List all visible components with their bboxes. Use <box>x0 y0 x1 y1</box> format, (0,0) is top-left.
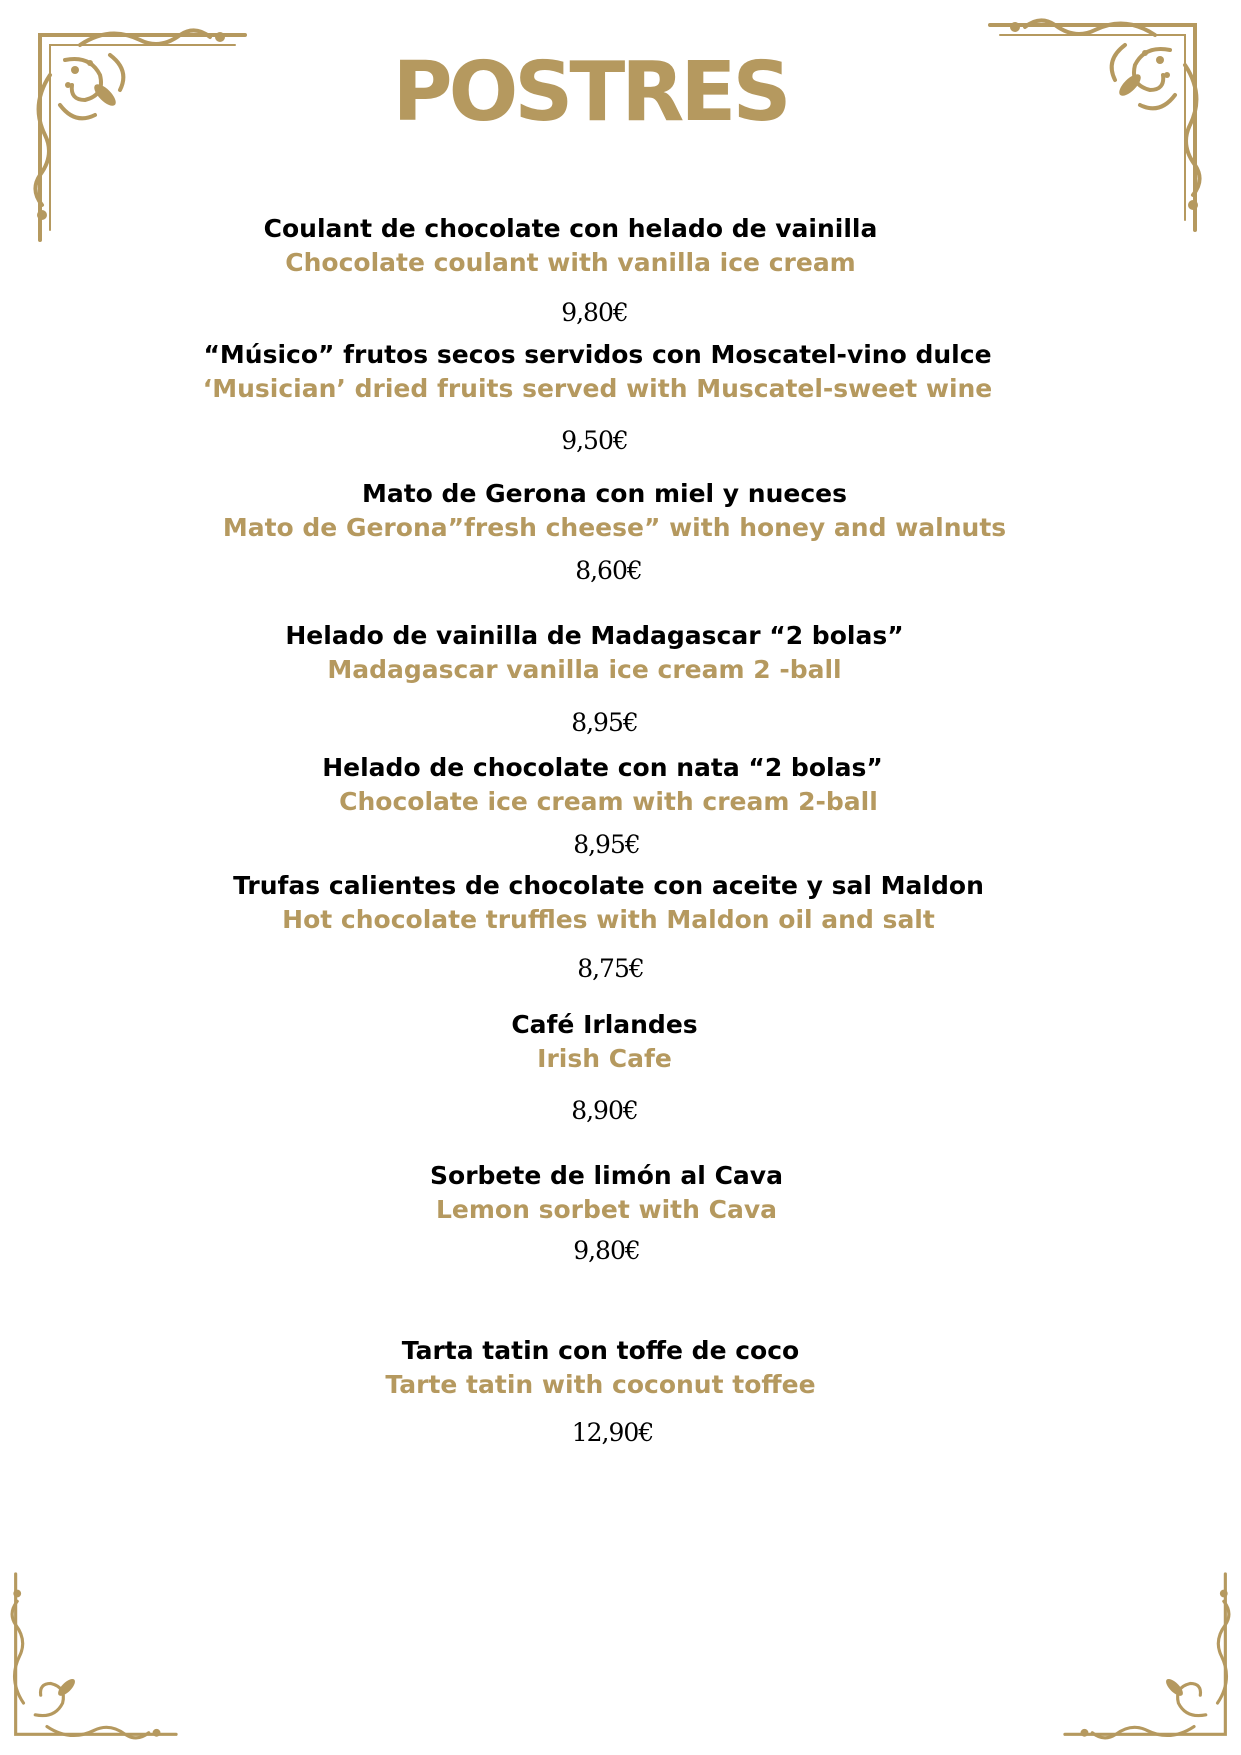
ornament-bottom-right-icon <box>1061 1570 1241 1750</box>
dish-name-en: Tarte tatin with coconut toffee <box>385 1370 816 1399</box>
dish-price: 12,90€ <box>571 1418 654 1447</box>
dish-price: 9,80€ <box>561 298 628 327</box>
dish-name-es: Coulant de chocolate con helado de vainilla <box>263 214 878 243</box>
dish-name-en: Irish Cafe <box>537 1044 672 1073</box>
dish-price: 9,50€ <box>561 426 628 455</box>
dish-name-en: Mato de Gerona”fresh cheese” with honey and walnuts <box>222 513 1007 542</box>
dish-name-es: “Músico” frutos secos servidos con Moscatel-vino dulce <box>203 340 992 369</box>
menu-item <box>0 619 1205 687</box>
dish-name-es: Helado de chocolate con nata “2 bolas” <box>322 753 883 782</box>
dish-name-es: Café Irlandes <box>511 1010 698 1039</box>
dish-price: 8,75€ <box>577 954 644 983</box>
dish-price: 8,95€ <box>573 830 640 859</box>
dish-name-en: Chocolate ice cream with cream 2-ball <box>339 787 878 816</box>
menu-item <box>0 869 1229 937</box>
dish-name-es: Trufas calientes de chocolate con aceite y sal Maldon <box>233 871 984 900</box>
dish-price: 8,90€ <box>571 1096 638 1125</box>
dish-price: 8,95€ <box>571 708 638 737</box>
ornament-bottom-left-icon <box>0 1570 180 1750</box>
dish-name-es: Mato de Gerona con miel y nueces <box>361 479 848 508</box>
dish-name-en: Madagascar vanilla ice cream 2 -ball <box>327 655 842 684</box>
dish-price: 9,80€ <box>573 1236 640 1265</box>
menu-item <box>0 1334 1221 1402</box>
dish-name-en: ‘Musician’ dried fruits served with Muscatel-sweet wine <box>202 374 993 403</box>
dish-name-es: Sorbete de limón al Cava <box>430 1161 783 1190</box>
dish-name-en: Hot chocolate truffles with Maldon oil and salt <box>282 905 935 934</box>
menu-item <box>0 212 1191 280</box>
dish-name-en: Lemon sorbet with Cava <box>435 1195 777 1224</box>
dish-name-es: Tarta tatin con toffe de coco <box>401 1336 800 1365</box>
menu-item <box>0 1008 1225 1076</box>
menu-item <box>0 477 1235 545</box>
page-title: POSTRES <box>392 45 788 140</box>
dish-price: 8,60€ <box>575 556 642 585</box>
dish-name-en: Chocolate coulant with vanilla ice cream <box>285 248 856 277</box>
menu-item <box>0 338 1218 406</box>
dish-name-es: Helado de vainilla de Madagascar “2 bolas” <box>285 621 904 650</box>
menu-item <box>0 751 1229 819</box>
menu-item <box>0 1159 1227 1227</box>
